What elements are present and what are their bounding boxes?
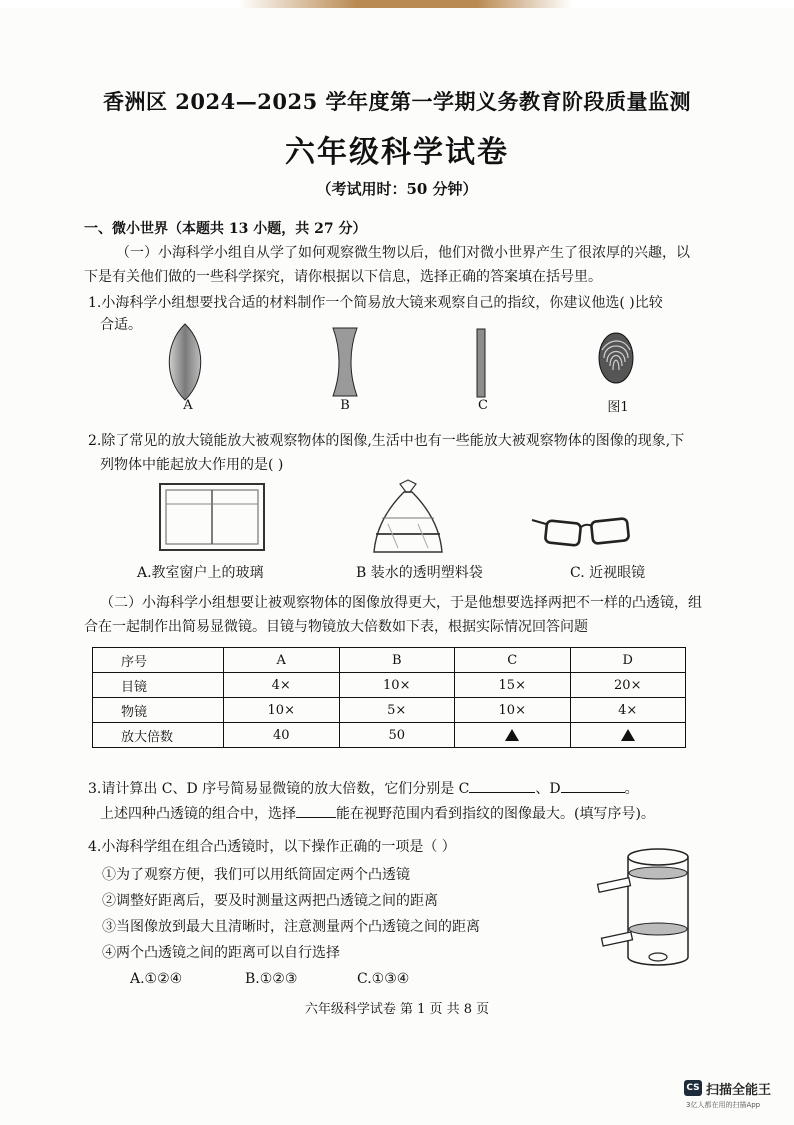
table-row bbox=[93, 673, 686, 698]
figure-label-b: B bbox=[340, 398, 350, 413]
table-cell: 10× bbox=[339, 673, 455, 698]
option-a: A.教室窗户上的玻璃 bbox=[137, 565, 264, 581]
question-2-text-cont: 列物体中能起放大作用的是( ) bbox=[100, 457, 284, 473]
table-row bbox=[93, 698, 686, 723]
table-cell: 40 bbox=[224, 723, 340, 748]
table-cell: 序号 bbox=[93, 648, 224, 673]
table-cell: D bbox=[570, 648, 686, 673]
question-3-text bbox=[88, 778, 639, 799]
table-cell: 4× bbox=[570, 698, 686, 723]
table-cell: 4× bbox=[224, 673, 340, 698]
lens-tube-image bbox=[596, 845, 696, 975]
section-intro-line-2: 下是有关他们做的一些科学探究，请你根据以下信息，选择正确的答案填在括号里。 bbox=[84, 269, 602, 285]
part-2-intro-line-2: 合在一起制作出简易显微镜。目镜与物镜放大倍数如下表，根据实际情况回答问题 bbox=[84, 619, 588, 635]
table-cell: 目镜 bbox=[93, 673, 224, 698]
section-heading: 一、微小世界（本题共 13 小题，共 27 分） bbox=[84, 221, 367, 237]
table-cell: 50 bbox=[339, 723, 455, 748]
glasses-icon bbox=[530, 514, 636, 548]
choice-b: B.①②③ bbox=[245, 971, 298, 987]
scanner-logo: CS bbox=[684, 1080, 702, 1096]
table-cell: B bbox=[339, 648, 455, 673]
answer-blank-choice[interactable] bbox=[296, 803, 336, 818]
table-cell: 20× bbox=[570, 673, 686, 698]
table-cell bbox=[455, 723, 571, 748]
question-4-text: 4.小海科学组在组合凸透镜时，以下操作正确的一项是（ ） bbox=[88, 839, 456, 855]
page-footer: 六年级科学试卷 第 1 页 共 8 页 bbox=[304, 1002, 490, 1017]
concave-lens-image bbox=[330, 326, 360, 398]
table-cell: 10× bbox=[224, 698, 340, 723]
table-cell: A bbox=[224, 648, 340, 673]
answer-blank-d[interactable] bbox=[561, 778, 625, 793]
choice-a: A.①②④ bbox=[130, 971, 183, 987]
flat-glass-image bbox=[475, 328, 489, 398]
question-1-text: 1.小海科学小组想要找合适的材料制作一个简易放大镜来观察自己的指纹，你建议他选( )比较 bbox=[88, 295, 663, 311]
table-cell: 5× bbox=[339, 698, 455, 723]
table-cell: 物镜 bbox=[93, 698, 224, 723]
table-cell: 15× bbox=[455, 673, 571, 698]
triangle-marker-icon bbox=[621, 729, 635, 741]
water-bag-image bbox=[368, 478, 448, 558]
statement-4: ④两个凸透镜之间的距离可以自行选择 bbox=[102, 945, 340, 961]
table-cell bbox=[570, 723, 686, 748]
table-row bbox=[93, 648, 686, 673]
scanner-slogan: 3亿人都在用的扫描App bbox=[686, 1101, 761, 1109]
statement-2: ②调整好距离后，要及时测量这两把凸透镜之间的距离 bbox=[102, 893, 438, 909]
exam-duration: （考试用时：50 分钟） bbox=[316, 180, 478, 198]
table-cell: 放大倍数 bbox=[93, 723, 224, 748]
table-row bbox=[93, 723, 686, 748]
question-1-text-cont: 合适。 bbox=[100, 317, 142, 333]
figure-label-c: C bbox=[478, 398, 488, 413]
choice-c: C.①③④ bbox=[357, 971, 410, 987]
question-2-text: 2.除了常见的放大镜能放大被观察物体的图像,生活中也有一些能放大被观察物体的图像的现象,下 bbox=[88, 433, 685, 449]
statement-3: ③当图像放到最大且清晰时，注意测量两个凸透镜之间的距离 bbox=[102, 919, 480, 935]
question-3-text-cont bbox=[100, 803, 655, 824]
magnification-table bbox=[92, 647, 686, 748]
option-c: C. 近视眼镜 bbox=[570, 565, 646, 581]
question-3-part-2: 、D bbox=[535, 781, 561, 797]
binding-strip bbox=[0, 0, 794, 8]
question-3-part-4: 上述四种凸透镜的组合中，选择 bbox=[100, 806, 296, 822]
figure-1-caption: 图1 bbox=[607, 400, 629, 415]
question-3-part-5: 能在视野范围内看到指纹的图像最大。(填写序号)。 bbox=[336, 806, 655, 822]
table-cell: 10× bbox=[455, 698, 571, 723]
triangle-marker-icon bbox=[505, 729, 519, 741]
scanner-name: 扫描全能王 bbox=[706, 1083, 772, 1098]
question-3-part-3: 。 bbox=[624, 781, 639, 797]
part-2-intro-line-1: （二）小海科学小组想要让被观察物体的图像放得更大，于是他想要选择两把不一样的凸透镜，组 bbox=[100, 595, 702, 611]
option-b: B 装水的透明塑料袋 bbox=[356, 565, 483, 581]
scanner-watermark bbox=[684, 1078, 784, 1114]
section-intro-line-1: （一）小海科学小组自从学了如何观察微生物以后，他们对微小世界产生了很浓厚的兴趣，以 bbox=[116, 245, 690, 261]
question-3-part-1: 3.请计算出 C、D 序号简易显微镜的放大倍数，它们分别是 C bbox=[88, 781, 470, 797]
figure-label-a: A bbox=[183, 398, 193, 413]
fingerprint-icon bbox=[596, 330, 636, 386]
window-glass-image bbox=[158, 482, 268, 554]
table-cell: C bbox=[455, 648, 571, 673]
statement-1: ①为了观察方便，我们可以用纸筒固定两个凸透镜 bbox=[102, 867, 410, 883]
exam-header: 香洲区 2024—2025 学年度第一学期义务教育阶段质量监测 bbox=[102, 89, 691, 114]
answer-blank-c[interactable] bbox=[469, 778, 535, 793]
page-title: 六年级科学试卷 bbox=[285, 135, 509, 170]
convex-lens-image bbox=[160, 322, 210, 402]
